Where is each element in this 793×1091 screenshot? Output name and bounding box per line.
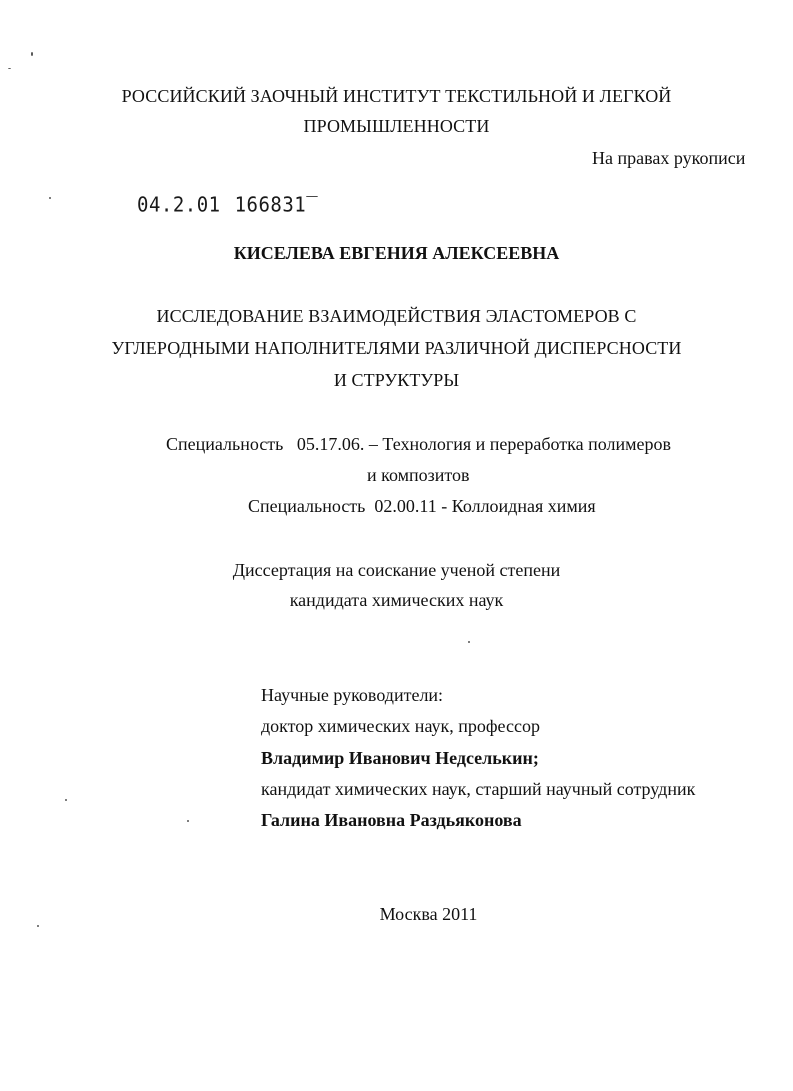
- advisor-1-name: Владимир Иванович Недселькин;: [261, 748, 539, 768]
- place-year: Москва 2011: [379, 904, 478, 924]
- author-name: КИСЕЛЕВА ЕВГЕНИЯ АЛЕКСЕЕВНА: [233, 243, 560, 263]
- scan-speck: [65, 799, 67, 801]
- institute-name-line-2: ПРОМЫШЛЕННОСТИ: [303, 116, 490, 136]
- advisor-2-name: Галина Ивановна Раздьяконова: [261, 810, 522, 830]
- scan-speck: [8, 68, 11, 69]
- scan-speck: [49, 197, 51, 199]
- specialty-first-continuation: и композитов: [367, 465, 470, 485]
- scan-speck: [468, 641, 470, 643]
- specialty-code: 05.17.06. – Технология и переработка полимеров: [296, 434, 671, 454]
- specialty-label: Специальность: [248, 496, 366, 516]
- institute-name-line-1: РОССИЙСКИЙ ЗАОЧНЫЙ ИНСТИТУТ ТЕКСТИЛЬНОЙ И ЛЕГКОЙ: [121, 86, 672, 106]
- rights-note: На правах рукописи: [592, 148, 746, 168]
- specialty-code: 02.00.11 - Коллоидная химия: [374, 496, 596, 516]
- scan-speck: [37, 925, 39, 927]
- advisor-2-title: кандидат химических наук, старший научный сотрудник: [261, 779, 696, 799]
- scan-speck: [31, 52, 33, 56]
- degree-line-1: Диссертация на соискание ученой степени: [232, 560, 561, 580]
- degree-line-2: кандидата химических наук: [289, 590, 504, 610]
- advisors-heading: Научные руководители:: [261, 685, 444, 705]
- stamp-date: 04.2.01: [137, 193, 221, 217]
- specialty-label: Специальность: [166, 434, 284, 454]
- specialty-second: [248, 495, 596, 517]
- stamp-number: 166831: [234, 193, 307, 217]
- dissertation-title-line-1: ИССЛЕДОВАНИЕ ВЗАИМОДЕЙСТВИЯ ЭЛАСТОМЕРОВ С: [156, 306, 637, 326]
- stamp-dash: ‾: [306, 193, 319, 217]
- dissertation-title-line-3: И СТРУКТУРЫ: [333, 370, 460, 390]
- dissertation-title-line-2: УГЛЕРОДНЫМИ НАПОЛНИТЕЛЯМИ РАЗЛИЧНОЙ ДИСПЕРСНОСТИ: [111, 338, 682, 358]
- advisor-1-title: доктор химических наук, профессор: [261, 716, 540, 736]
- scan-speck: [187, 820, 189, 822]
- specialty-first: [166, 433, 671, 455]
- registration-stamp: [137, 193, 318, 217]
